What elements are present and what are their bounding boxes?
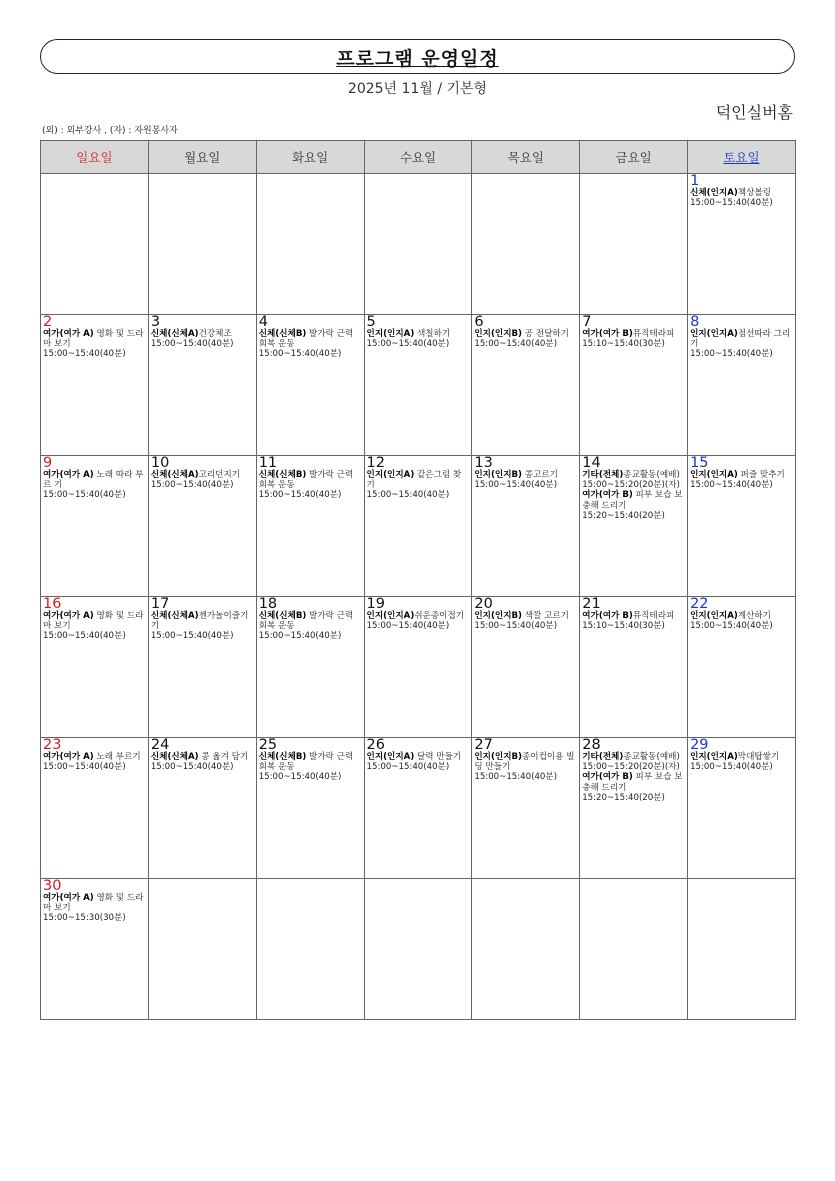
program-event [259,752,362,783]
program-event [582,611,685,631]
weekday-header: 목요일 [472,141,580,174]
day-number: 25 [258,737,278,753]
event-description: 발가락 근력 회복 운동 [258,752,354,773]
day-cell [688,879,796,1020]
event-category: 기타(전체) [582,470,624,480]
day-cell [580,315,688,456]
event-category: 인지(인지B) [474,329,522,339]
event-time: 15:00~15:40(40분) [43,762,126,773]
event-description: 건강체조 [198,329,232,339]
event-description: 쉬운종이접기 [414,611,465,621]
event-category: 여가(여가 A) [43,752,94,762]
event-time: 15:00~15:40(40분) [366,339,450,350]
day-number: 14 [582,455,601,471]
program-event [367,611,470,631]
program-event [690,329,793,360]
program-event [582,470,685,490]
day-number: 22 [690,596,709,612]
event-description: 퍼즐 맞추기 [737,470,785,480]
event-time: 15:00~15:40(40분) [690,621,773,632]
day-number: 6 [474,314,484,330]
event-category: 여가(여가 A) [43,611,94,621]
day-number: 28 [582,737,601,753]
day-number: 15 [690,455,709,471]
day-cell [41,597,149,738]
event-time: 15:00~15:40(40분) [474,339,558,350]
program-event [474,752,577,783]
weekday-header: 수요일 [364,141,472,174]
week-row [41,738,796,879]
day-cell [688,456,796,597]
day-number: 4 [258,314,268,330]
event-description: 뮤직테라피 [632,329,675,339]
day-number: 5 [366,314,376,330]
day-number: 11 [258,455,278,471]
event-category: 여가(여가 B) [582,611,633,621]
day-cell [472,738,580,879]
event-category: 신체(신체A) [150,329,199,339]
program-event [582,490,685,521]
event-time: 15:00~15:40(40분) [150,480,234,491]
event-category: 신체(신체A) [150,470,199,480]
event-category: 신체(인지A) [690,188,738,198]
event-time: 15:00~15:40(40분) [366,621,450,632]
day-cell [688,315,796,456]
event-category: 여가(여가 B) [582,490,633,501]
event-description: 발가락 근력 회복 운동 [258,470,354,491]
event-time: 15:00~15:40(40분) [474,480,558,491]
day-cell [256,315,364,456]
program-event [43,752,146,772]
day-cell [148,738,256,879]
day-cell [364,879,472,1020]
page-title: 프로그램 운영일정 [336,48,499,70]
event-category: 인지(인지A) [366,752,415,762]
day-cell [41,738,149,879]
day-number: 13 [474,455,493,471]
event-time: 15:10~15:40(30분) [582,621,665,632]
day-number: 18 [258,596,278,612]
day-cell [256,879,364,1020]
event-category: 여가(여가 A) [43,893,94,903]
day-cell [256,597,364,738]
day-cell [688,174,796,315]
day-cell [472,597,580,738]
event-time: 15:00~15:30(30분) [43,913,126,924]
day-cell [148,174,256,315]
program-event [582,772,685,803]
event-description: 피부 보습 보충해 드리기 [582,490,683,511]
event-time: 15:20~15:40(20분) [582,792,665,803]
event-description: 발가락 근력 회복 운동 [258,329,354,350]
weekday-header: 토요일 [688,141,796,174]
day-cell [688,597,796,738]
weekday-header: 일요일 [41,141,149,174]
program-event [367,329,470,349]
event-category: 여가(여가 B) [582,772,633,783]
day-cell [580,738,688,879]
event-description: 노래 따라 부르 기 [43,470,144,491]
event-time: 15:00~15:40(40분) [690,198,773,209]
day-cell [688,738,796,879]
day-cell [472,174,580,315]
event-description: 달력 만들기 [414,752,462,762]
event-time: 15:00~15:40(40분) [43,490,126,501]
event-time: 15:00~15:40(40분) [150,339,234,350]
event-category: 기타(전체) [582,752,624,762]
weekday-header: 화요일 [256,141,364,174]
event-time: 15:00~15:40(40분) [258,631,342,642]
event-time: 15:00~15:40(40분) [43,631,126,642]
event-time: 15:00~15:40(40분) [366,490,450,501]
day-cell [41,879,149,1020]
event-description: 계산하기 [737,611,771,621]
day-cell [364,738,472,879]
event-time: 15:20~15:40(20분) [582,510,665,521]
day-cell [364,174,472,315]
event-time: 15:00~15:40(40분) [366,762,450,773]
week-row [41,597,796,738]
event-category: 신체(신체B) [258,470,307,480]
program-event [259,470,362,501]
event-time: 15:00~15:40(40분) [690,480,773,491]
event-category: 신체(신체B) [258,752,307,762]
event-category: 인지(인지B) [474,611,522,621]
facility-name: 덕인실버홈 [715,103,793,122]
program-event [43,611,146,642]
event-category: 인지(인지A) [366,611,415,621]
event-description: 고리던지기 [198,470,241,480]
event-description: 젠가놀이즐기기 [150,611,249,632]
event-category: 인지(인지A) [366,329,415,339]
weekday-header: 월요일 [148,141,256,174]
day-number: 29 [690,737,709,753]
day-number: 1 [690,173,700,189]
day-cell [364,597,472,738]
day-number: 30 [43,878,62,894]
event-time: 15:00~15:40(40분) [474,621,558,632]
event-time: 15:00~15:20(20분)(자) [582,762,680,773]
event-category: 인지(인지A) [690,329,738,339]
day-cell [148,315,256,456]
day-number: 27 [474,737,493,753]
day-number: 9 [43,455,53,471]
event-description: 콩 옮겨 담기 [198,752,249,762]
program-event [582,752,685,772]
program-event [367,470,470,501]
event-category: 신체(신체A) [150,611,199,621]
event-category: 신체(신체B) [258,611,307,621]
program-event [43,893,146,924]
day-cell [364,456,472,597]
day-cell [41,174,149,315]
day-cell [41,456,149,597]
event-category: 신체(신체B) [258,329,307,339]
event-time: 15:00~15:40(40분) [690,349,773,360]
event-description: 발가락 근력 회복 운동 [258,611,354,632]
event-description: 콩고르기 [522,470,558,480]
program-event [259,329,362,360]
event-description: 막대탑쌓기 [737,752,780,762]
day-cell [41,315,149,456]
event-description: 영화 및 드라마 보기 [43,329,144,350]
legend-note: (외) : 외부강사 , (자) : 자원봉사자 [42,126,178,136]
day-number: 12 [366,455,385,471]
day-number: 23 [43,737,62,753]
event-category: 여가(여가 B) [582,329,633,339]
program-event [151,329,254,349]
day-cell [148,456,256,597]
weekday-header-row [41,141,796,174]
day-cell [580,174,688,315]
day-number: 8 [690,314,700,330]
event-time: 15:00~15:40(40분) [150,631,234,642]
event-time: 15:00~15:40(40분) [258,490,342,501]
day-number: 16 [43,596,62,612]
day-cell [580,456,688,597]
event-description: 종이컵이용 빌딩 만들기 [474,752,575,773]
event-description: 영화 및 드라마 보기 [43,893,144,914]
week-row [41,174,796,315]
day-number: 17 [150,596,170,612]
program-event [43,470,146,501]
day-number: 20 [474,596,493,612]
day-number: 24 [150,737,170,753]
event-time: 15:00~15:40(40분) [150,762,234,773]
program-event [690,470,793,490]
event-description: 색칠하기 [414,329,451,339]
day-cell [472,456,580,597]
program-event [690,611,793,631]
day-cell [256,456,364,597]
event-category: 인지(인지B) [474,470,522,480]
event-description: 종교활동(예배) [623,470,680,480]
event-time: 15:00~15:40(40분) [258,772,342,783]
day-cell [256,174,364,315]
event-category: 인지(인지A) [690,470,738,480]
day-cell [148,879,256,1020]
week-row [41,315,796,456]
event-description: 종교활동(예배) [623,752,680,762]
program-event [151,611,254,642]
program-event [151,752,254,772]
event-category: 여가(여가 A) [43,329,94,339]
event-description: 점선따라 그리기 [690,329,791,350]
day-cell [580,879,688,1020]
event-description: 공 전달하기 [522,329,569,339]
program-event [43,329,146,360]
event-description: 같은그림 찾기 [366,470,462,491]
day-cell [472,879,580,1020]
day-cell [580,597,688,738]
event-description: 책상볼링 [737,188,771,198]
program-event [474,611,577,631]
event-time: 15:00~15:40(40분) [258,349,342,360]
event-description: 노래 부르기 [93,752,141,762]
program-event [151,470,254,490]
event-category: 신체(신체A) [150,752,199,762]
day-cell [364,315,472,456]
program-event [474,470,577,490]
program-event [690,752,793,772]
day-cell [472,315,580,456]
event-description: 색깔 고르기 [522,611,569,621]
event-time: 15:00~15:20(20분)(자) [582,480,680,491]
event-time: 15:00~15:40(40분) [690,762,773,773]
day-number: 2 [43,314,53,330]
event-description: 피부 보습 보충해 드리기 [582,772,683,793]
event-category: 여가(여가 A) [43,470,94,480]
day-number: 7 [582,314,592,330]
event-category: 인지(인지A) [366,470,415,480]
week-row [41,879,796,1020]
program-event [582,329,685,349]
weekday-header: 금요일 [580,141,688,174]
event-time: 15:00~15:40(40분) [43,349,126,360]
page-subtitle: 2025년 11월 / 기본형 [347,81,488,97]
event-category: 인지(인지A) [690,611,738,621]
day-number: 10 [150,455,170,471]
day-cell [148,597,256,738]
day-number: 3 [150,314,161,330]
day-cell [256,738,364,879]
event-time: 15:00~15:40(40분) [474,772,558,783]
day-number: 21 [582,596,601,612]
program-event [690,188,793,208]
program-event [474,329,577,349]
week-row [41,456,796,597]
event-description: 뮤직테라피 [632,611,675,621]
event-time: 15:10~15:40(30분) [582,339,665,350]
event-category: 인지(인지B) [474,752,522,762]
event-category: 인지(인지A) [690,752,738,762]
day-number: 26 [366,737,385,753]
day-number: 19 [366,596,385,612]
event-description: 영화 및 드라마 보기 [43,611,144,632]
calendar-table [40,140,796,1020]
program-event [259,611,362,642]
program-event [367,752,470,772]
